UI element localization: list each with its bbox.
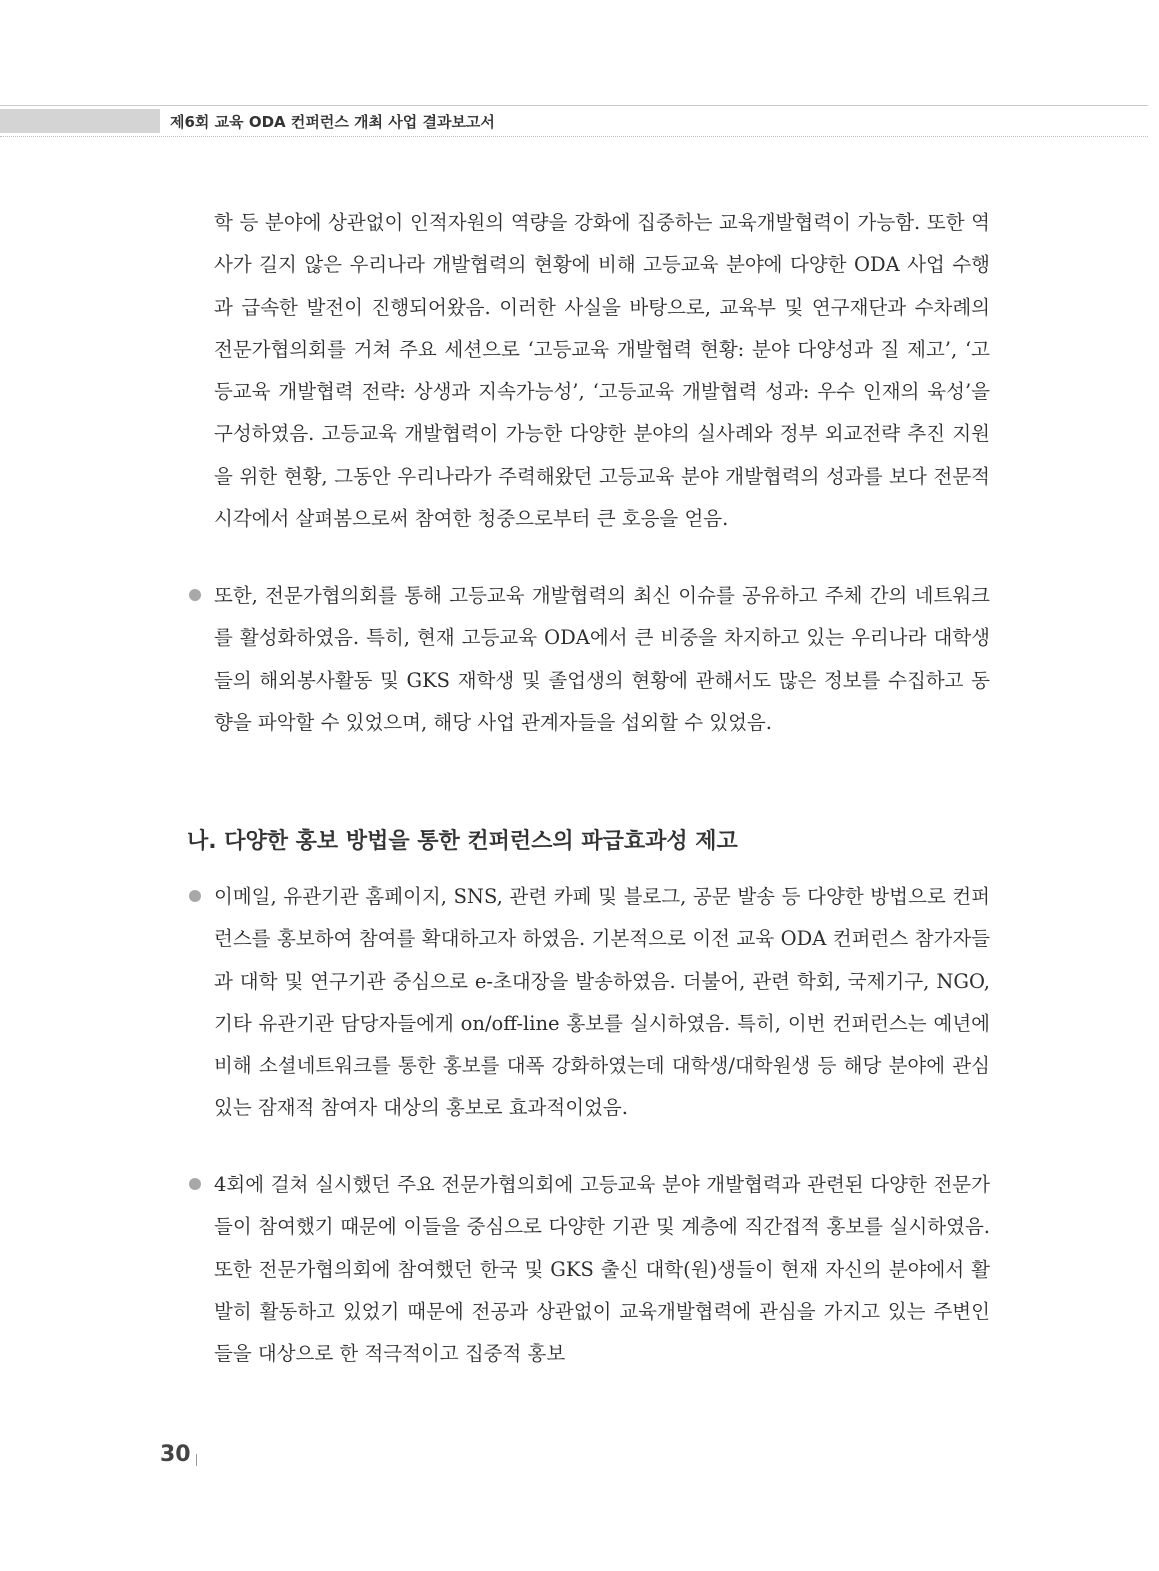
bullet-item-3-text: 4회에 걸쳐 실시했던 주요 전문가협의회에 고등교육 분야 개발협력과 관련된 다양한 전문가들이 참여했기 때문에 이들을 중심으로 다양한 기관 및 계층에 직간접적 홍보를 실시하였음. 또한 전문가협의회에 참여했던 한국 및 GKS 출신 대학(원)생들이 현재 자신의 분야에서 활발히 활동하고 있었기 때문에 전공과 상관없이 교육개발협력에 관심을 가지고 있는 주변인들을 대상으로 한 적극적이고 집중적 홍보 bbox=[214, 1173, 990, 1366]
page-number-divider bbox=[196, 1454, 197, 1466]
header-grey-block bbox=[0, 109, 160, 133]
running-header-title: 제6회 교육 ODA 컨퍼런스 개최 사업 결과보고서 bbox=[170, 113, 495, 131]
section-heading: 나. 다양한 홍보 방법을 통한 컨퍼런스의 파급효과성 제고 bbox=[187, 829, 738, 854]
bullet-item-1-text: 또한, 전문가협의회를 통해 고등교육 개발협력의 최신 이슈를 공유하고 주체 간의 네트워크를 활성화하였음. 특히, 현재 고등교육 ODA에서 큰 비중을 차지하고 있는 우리나라 대학생들의 해외봉사활동 및 GKS 재학생 및 졸업생의 현황에 관해서도 많은 정보를 수집하고 동향을 파악할 수 있었으며, 해당 사업 관계자들을 섭외할 수 있었음. bbox=[214, 584, 990, 734]
bullet-item-2-text: 이메일, 유관기관 홈페이지, SNS, 관련 카페 및 블로그, 공문 발송 등 다양한 방법으로 컨퍼런스를 홍보하여 참여를 확대하고자 하였음. 기본적으로 이전 교육 ODA 컨퍼런스 참가자들과 대학 및 연구기관 중심으로 e-초대장을 발송하였음. 더불어, 관련 학회, 국제기구, NGO, 기타 유관기관 담당자들에게 on/off-line 홍보를 실시하였음. 특히, 이번 컨퍼런스는 예년에 비해 소셜네트워크를 통한 홍보를 대폭 강화하였는데 대학생/대학원생 등 해당 분야에 관심 있는 잠재적 참여자 대상의 홍보로 효과적이었음. bbox=[214, 885, 990, 1120]
bullet-dot-icon bbox=[189, 589, 201, 601]
header-dotted-rule bbox=[0, 136, 1148, 137]
bullet-dot-icon bbox=[189, 890, 201, 902]
bullet-item-1 bbox=[214, 575, 990, 744]
bullet-dot-icon bbox=[189, 1178, 201, 1190]
bullet-item-3 bbox=[214, 1164, 990, 1375]
page-number: 30 bbox=[160, 1442, 191, 1467]
continuation-paragraph: 학 등 분야에 상관없이 인적자원의 역량을 강화에 집중하는 교육개발협력이 가능함. 또한 역사가 길지 않은 우리나라 개발협력의 현황에 비해 고등교육 분야에 다양한 ODA 사업 수행과 급속한 발전이 진행되어왔음. 이러한 사실을 바탕으로, 교육부 및 연구재단과 수차례의 전문가협의회를 거쳐 주요 세션으로 ‘고등교육 개발협력 현황: 분야 다양성과 질 제고’, ‘고등교육 개발협력 전략: 상생과 지속가능성’, ‘고등교육 개발협력 성과: 우수 인재의 육성’을 구성하였음. 고등교육 개발협력이 가능한 다양한 분야의 실사례와 정부 외교전략 추진 지원을 위한 현황, 그동안 우리나라가 주력해왔던 고등교육 분야 개발협력의 성과를 보다 전문적 시각에서 살펴봄으로써 참여한 청중으로부터 큰 호응을 얻음. bbox=[214, 211, 990, 531]
bullet-item-2 bbox=[214, 876, 990, 1130]
header-top-rule bbox=[0, 105, 1148, 106]
